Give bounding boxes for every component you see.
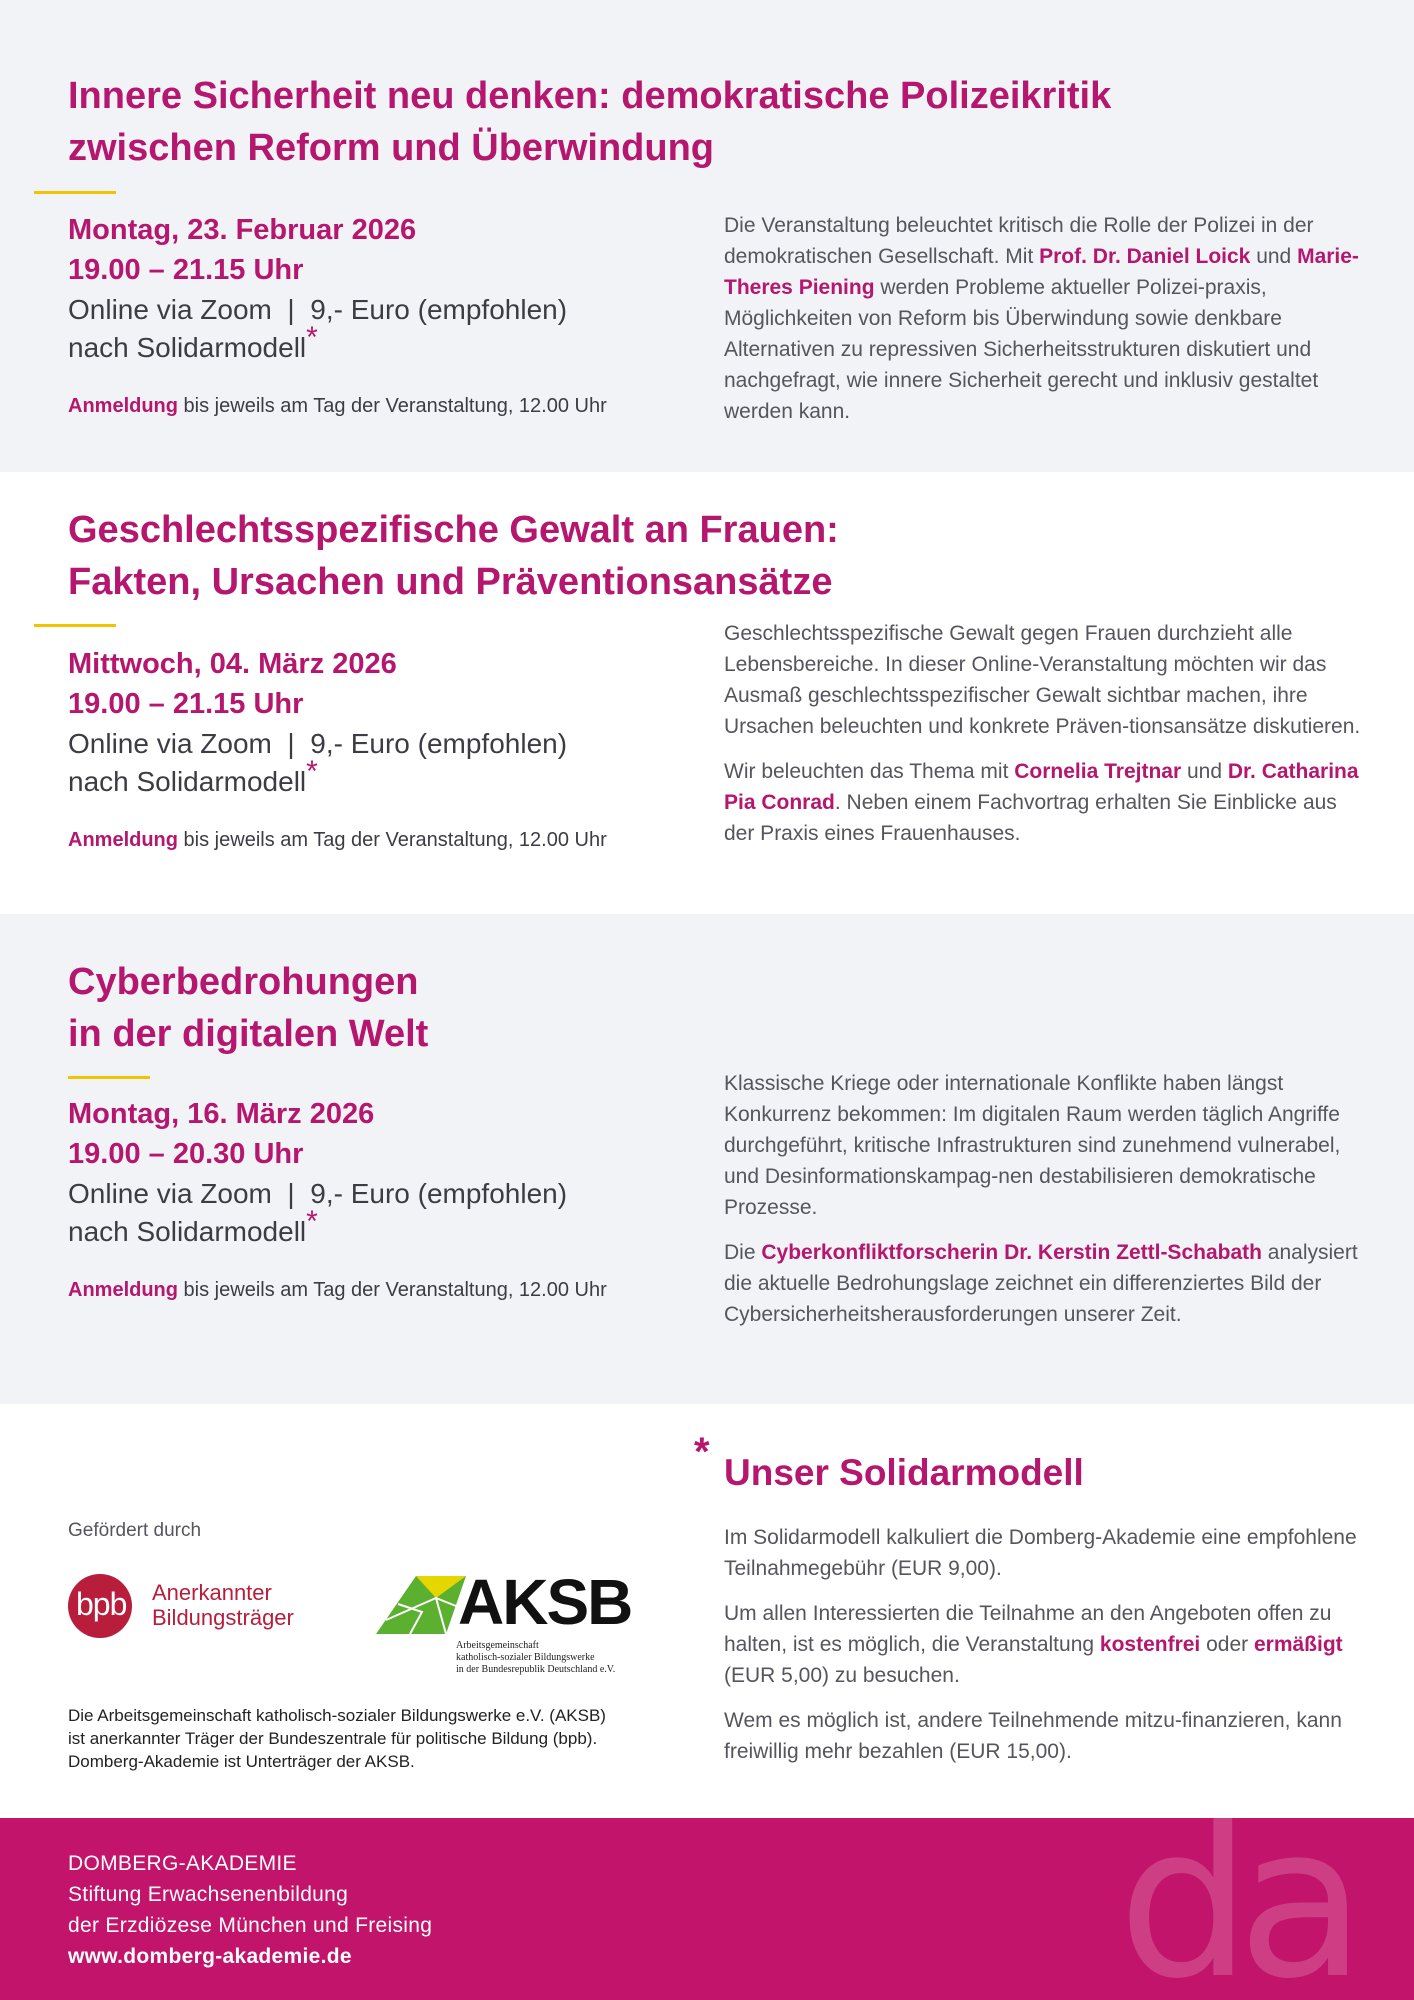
text-run: Wir beleuchten das Thema mit	[724, 760, 1015, 783]
event-description-paragraph	[724, 618, 1364, 742]
event-title	[68, 956, 428, 1060]
text-run: Klassische Kriege oder internationale Konflikte haben längst Konkurrenz bekommen: Im digitalen Raum werden täglich Angriffe durchgeführt, kritische Infrastrukturen sind zunehmend vulnerabel, und Desinformationskampag-nen destabilisieren demokratische Prozesse.	[724, 1072, 1341, 1219]
event-date-text: Mittwoch, 04. März 2026	[68, 648, 397, 680]
bpb-logo-line: Bildungsträger	[152, 1605, 294, 1630]
event-section-2	[0, 472, 1414, 914]
asterisk-icon: *	[694, 1430, 710, 1474]
funding-note-line: ist anerkannter Träger der Bundeszentrale für politische Bildung (bpb).	[68, 1729, 598, 1748]
asterisk-icon: *	[306, 321, 318, 354]
event-title-line: Cyberbedrohungen	[68, 961, 419, 1003]
event-section-1	[0, 0, 1414, 472]
text-run: . Neben einem Fachvortrag erhalten Sie Einblicke aus der Praxis eines Frauenhauses.	[724, 791, 1337, 845]
asterisk-icon: *	[306, 755, 318, 788]
text-run: (EUR 5,00) zu besuchen.	[724, 1664, 960, 1687]
event-registration	[68, 826, 607, 854]
solidarmodell-paragraph: Wem es möglich ist, andere Teilnehmende mitzu-finanzieren, kann freiwillig mehr bezahlen (EUR 15,00).	[724, 1709, 1342, 1763]
event-date	[68, 210, 416, 290]
text-run: werden Probleme aktueller Polizei-praxis, Möglichkeiten von Reform bis Überwindung sowie denkbare Alternativen zu repressiven Sicherheitsstrukturen diskutiert und nachgefragt, wie innere Sicherheit gerecht und inklusiv gestaltet werden kann.	[724, 276, 1319, 423]
event-description-paragraph	[724, 1068, 1364, 1223]
registration-text: bis jeweils am Tag der Veranstaltung, 12.00 Uhr	[178, 1279, 607, 1301]
event-section-3	[0, 914, 1414, 1404]
solidarmodell-title: Unser Solidarmodell	[724, 1452, 1084, 1493]
aksb-subtitle: in der Bundesrepublik Deutschland e.V.	[456, 1664, 616, 1675]
event-venue: Online via Zoom | 9,- Euro (empfohlen)	[68, 728, 568, 759]
bpb-logo-text: bpb	[76, 1586, 127, 1622]
divider-rule	[34, 624, 116, 627]
asterisk-icon: *	[306, 1205, 318, 1238]
event-model: nach Solidarmodell	[68, 1216, 307, 1247]
event-date	[68, 1094, 374, 1174]
registration-label[interactable]: Anmeldung	[68, 395, 178, 417]
event-venue: Online via Zoom | 9,- Euro (empfohlen)	[68, 294, 568, 325]
footer	[0, 1780, 1414, 2000]
highlight-text: ermäßigt	[1253, 1633, 1343, 1656]
domberg-logo: da	[1118, 1780, 1352, 2000]
event-description-paragraph	[724, 210, 1364, 427]
speaker-name: Prof. Dr. Daniel Loick	[1039, 245, 1251, 268]
footer-line: der Erzdiözese München und Freising	[68, 1914, 433, 1937]
text-run: Die	[724, 1241, 762, 1264]
text-run: Die Veranstaltung beleuchtet kritisch die Rolle der Polizei in der demokratischen Gesellschaft. Mit	[724, 214, 1314, 268]
event-time: 19.00 – 21.15 Uhr	[68, 254, 304, 286]
registration-label[interactable]: Anmeldung	[68, 829, 178, 851]
registration-text: bis jeweils am Tag der Veranstaltung, 12.00 Uhr	[178, 395, 607, 417]
event-title	[68, 504, 839, 608]
event-time: 19.00 – 21.15 Uhr	[68, 688, 304, 720]
event-info	[68, 1175, 567, 1251]
footer-address	[68, 1848, 432, 1972]
aksb-logo-text: AKSB	[458, 1566, 632, 1638]
divider-rule	[68, 1076, 150, 1079]
registration-text: bis jeweils am Tag der Veranstaltung, 12.00 Uhr	[178, 829, 607, 851]
text-run: Geschlechtsspezifische Gewalt gegen Frauen durchzieht alle Lebensbereiche. In dieser Online-Veranstaltung möchten wir das Ausmaß geschlechtsspezifischer Gewalt sichtbar machen, ihre Ursachen beleuchten und konkrete Präven-tionsansätze diskutieren.	[724, 622, 1361, 738]
aksb-subtitle: Arbeitsgemeinschaft	[456, 1640, 539, 1651]
funding-label: Gefördert durch	[68, 1520, 202, 1541]
event-model: nach Solidarmodell	[68, 766, 307, 797]
event-description	[724, 618, 1364, 849]
event-registration	[68, 392, 607, 420]
registration-label[interactable]: Anmeldung	[68, 1279, 178, 1301]
highlight-text: kostenfrei	[1099, 1633, 1201, 1656]
solidarmodell-paragraph	[724, 1598, 1364, 1691]
funding-block	[68, 1520, 668, 1771]
aksb-logo[interactable]	[376, 1566, 656, 1682]
event-date	[68, 644, 397, 724]
event-title-line: Fakten, Ursachen und Präventionsansätze	[68, 561, 833, 603]
text-run: analysiert die aktuelle Bedrohungslage zeichnet ein differenziertes Bild der Cybersicherheitsherausforderungen unserer Zeit.	[724, 1241, 1358, 1326]
event-title-line: Geschlechtsspezifische Gewalt an Frauen:	[68, 509, 839, 551]
event-registration	[68, 1276, 607, 1304]
event-title-line: Innere Sicherheit neu denken: demokratische Polizeikritik	[68, 75, 1112, 117]
funding-note-line: Domberg-Akademie ist Unterträger der AKSB.	[68, 1752, 415, 1771]
event-title-line: zwischen Reform und Überwindung	[68, 127, 715, 169]
event-time: 19.00 – 20.30 Uhr	[68, 1138, 304, 1170]
funding-note-line: Die Arbeitsgemeinschaft katholisch-sozialer Bildungswerke e.V. (AKSB)	[68, 1706, 606, 1725]
event-description	[724, 210, 1364, 427]
text-run: und	[1250, 245, 1298, 268]
aksb-triangle-icon	[376, 1576, 466, 1636]
event-info	[68, 725, 567, 801]
event-model: nach Solidarmodell	[68, 332, 307, 363]
speaker-name: Cornelia Trejtnar	[1014, 760, 1182, 783]
event-date-text: Montag, 23. Februar 2026	[68, 214, 417, 246]
event-venue: Online via Zoom | 9,- Euro (empfohlen)	[68, 1178, 568, 1209]
event-title	[68, 70, 1111, 174]
aksb-subtitle: katholisch-sozialer Bildungswerke	[456, 1652, 595, 1663]
divider-rule	[34, 191, 116, 194]
bpb-logo-line: Anerkannter	[152, 1580, 272, 1605]
event-date-text: Montag, 16. März 2026	[68, 1098, 375, 1130]
footer-url-link[interactable]: www.domberg-akademie.de	[68, 1945, 352, 1968]
bpb-logo[interactable]	[68, 1572, 308, 1642]
event-description	[724, 1068, 1364, 1330]
solidarmodell-paragraph: Im Solidarmodell kalkuliert die Domberg-Akademie eine empfohlene Teilnahmegebühr (EUR 9,00).	[724, 1526, 1357, 1580]
funding-note	[68, 1704, 678, 1773]
event-info	[68, 291, 567, 367]
event-description-paragraph	[724, 1237, 1364, 1330]
footer-line: Stiftung Erwachsenenbildung	[68, 1883, 349, 1906]
text-run: Um allen Interessierten die Teilnahme an den Angeboten offen zu halten, ist es möglich, die Veranstaltung	[724, 1602, 1332, 1656]
event-title-line: in der digitalen Welt	[68, 1013, 429, 1055]
event-description-paragraph	[724, 756, 1364, 849]
footer-line: DOMBERG-AKADEMIE	[68, 1852, 297, 1875]
speaker-name: Marie-Theres Piening	[724, 245, 1359, 299]
text-run: und	[1181, 760, 1228, 783]
speaker-name: Dr. Catharina Pia Conrad	[724, 760, 1359, 814]
text-run: oder	[1200, 1633, 1254, 1656]
speaker-name: Cyberkonfliktforscherin Dr. Kerstin Zettl-Schabath	[761, 1241, 1262, 1264]
